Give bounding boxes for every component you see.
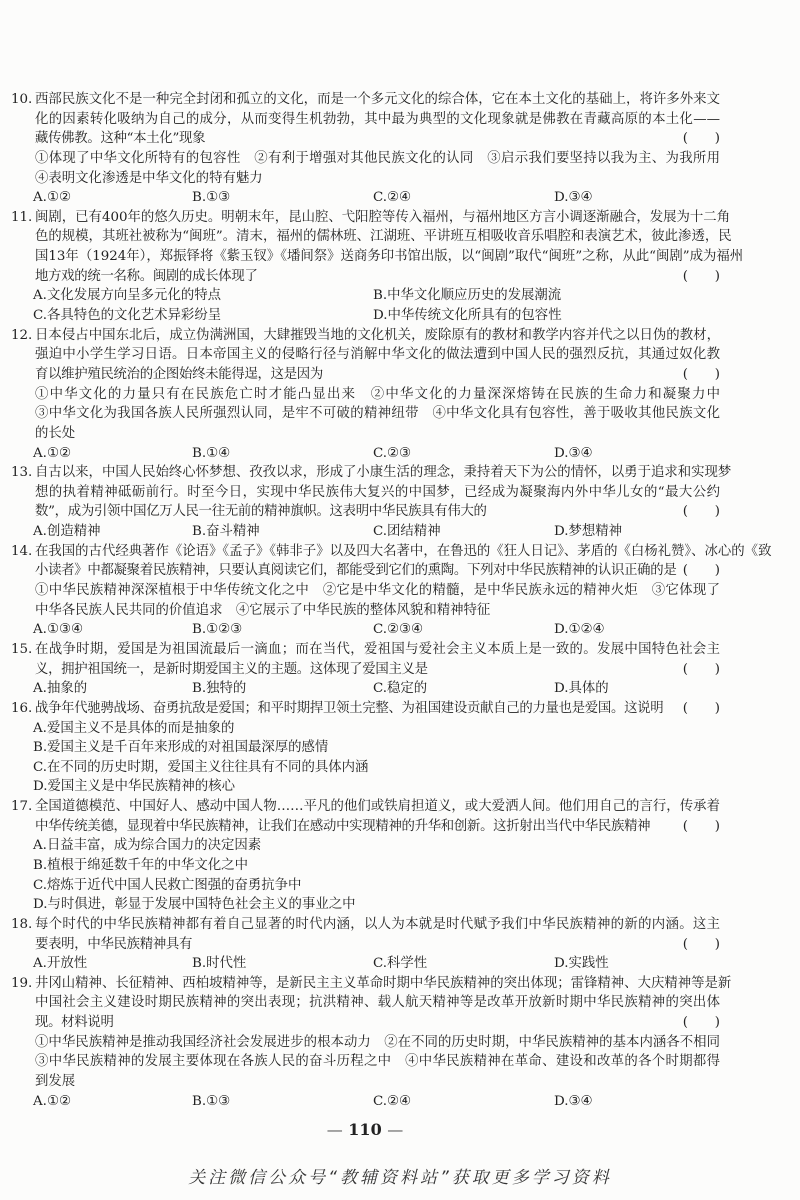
option-letter: B. [33, 740, 48, 756]
option-d [554, 1092, 593, 1112]
option-a [33, 188, 71, 208]
stem-text: 在我国的古代经典著作《论语》《孟子》《韩非子》以及四大名著中，在鲁迅的《狂人日记》、茅盾的《白杨礼赞》、冰心的《致 [35, 543, 772, 559]
question-number: 13. [11, 465, 33, 481]
stem-line [0, 267, 720, 287]
option-letter: A. [33, 838, 47, 854]
statement-text: 到发展 [35, 1074, 76, 1090]
option-letter: A. [33, 288, 47, 304]
option-text: ②③ [387, 445, 412, 461]
answer-blank: ( ) [682, 504, 720, 520]
question-10 [0, 90, 800, 208]
footer-slogan: 关注微信公众号“教辅资料站”获取更多学习资料 [188, 1168, 612, 1188]
answer-blank: ( ) [682, 818, 720, 834]
option-line [0, 522, 720, 542]
option-a [33, 719, 234, 739]
option-d [554, 444, 593, 464]
stem-line [0, 345, 720, 365]
statement-line [0, 1033, 720, 1053]
option-b [192, 1092, 230, 1112]
option-b [33, 856, 248, 876]
stem-text: 育以维护殖民统治的企图始终未能得逞，这是因为 [35, 366, 323, 382]
option-line [0, 758, 720, 778]
option-line [0, 895, 720, 915]
option-b [192, 620, 242, 640]
option-letter: D. [554, 524, 569, 540]
option-letter: A. [33, 524, 47, 540]
statement-line [0, 581, 720, 601]
option-b [192, 679, 246, 699]
option-letter: D. [33, 779, 48, 795]
option-text: 爱国主义是中华民族精神的核心 [47, 779, 235, 795]
stem-line [0, 502, 720, 522]
stem-text: 想的执着精神砥砺前行。时至今日，实现中华民族伟大复兴的中国梦，已经成为凝聚海内外中华儿女的“最大公约 [35, 484, 720, 500]
option-line [0, 836, 720, 856]
stem-text: 化的因素转化吸纳为自己的成分，从而变得生机勃勃，其中最为典型的文化现象就是佛教在青藏高原的本土化—— [35, 111, 720, 127]
option-text: 奋斗精神 [206, 524, 260, 540]
option-line [0, 188, 720, 208]
option-letter: B. [192, 190, 207, 206]
option-d [33, 895, 356, 915]
stem-line [0, 463, 732, 483]
option-text: 独特的 [206, 681, 247, 697]
option-text: ①③④ [46, 622, 83, 638]
option-c [373, 1092, 411, 1112]
option-line [0, 444, 720, 464]
stem-text: 数”，成为引领中国亿万人民一往无前的精神旗帜。这表明中华民族具有伟大的 [35, 504, 487, 520]
option-c [373, 954, 427, 974]
statement-line [0, 404, 720, 424]
stem-line [0, 640, 720, 660]
option-letter: D. [554, 956, 569, 972]
option-line [0, 679, 720, 699]
question-number: 14. [11, 543, 33, 559]
stem-line [0, 129, 720, 149]
statement-text: ③中华民族精神的发展主要体现在各族人民的奋斗历程之中 ④中华民族精神在革命、建设和改革的各个时期都得 [35, 1054, 720, 1070]
stem-line [0, 90, 720, 110]
option-c [33, 876, 301, 896]
option-b [192, 444, 230, 464]
stem-text: 现。材料说明 [35, 1015, 114, 1031]
dash-right: — [387, 1120, 404, 1139]
option-text: 中华文化顺应历史的发展潮流 [387, 288, 562, 304]
option-a [33, 444, 71, 464]
stem-line [0, 797, 720, 817]
answer-blank: ( ) [682, 1015, 720, 1031]
option-line [0, 738, 720, 758]
option-text: 实践性 [568, 956, 609, 972]
option-text: ②③④ [387, 622, 424, 638]
statement-line [0, 169, 720, 189]
option-text: 文化发展方向呈多元化的特点 [46, 288, 222, 304]
option-letter: C. [373, 622, 388, 638]
stem-text: 战争年代驰骋战场、奋勇抗敌是爱国；和平时期捍卫领土完整、为祖国建设贡献自己的力量也是爱国。这说明 [35, 700, 664, 716]
option-line [0, 954, 720, 974]
option-text: ①③ [206, 1093, 231, 1109]
option-text: 爱国主义是千百年来形成的对祖国最深厚的感情 [47, 740, 329, 756]
option-letter: B. [373, 288, 388, 304]
option-letter: C. [33, 308, 48, 324]
statement-text: ①体现了中华文化所特有的包容性 ②有利于增强对其他民族文化的认同 ③启示我们要坚持以我为主、为我所用 [35, 150, 720, 166]
question-15 [0, 640, 800, 699]
option-letter: B. [192, 445, 207, 461]
option-a [33, 679, 87, 699]
option-letter: A. [33, 956, 47, 972]
stem-line [0, 326, 720, 346]
stem-text: 强迫中小学生学习日语。日本帝国主义的侵略行径与消解中华文化的做法遭到中国人民的强烈反抗，其通过奴化教 [35, 347, 720, 363]
option-letter: C. [373, 1093, 388, 1109]
option-text: 开放性 [46, 956, 88, 972]
stem-line [0, 110, 720, 130]
option-text: ①② [46, 1093, 71, 1109]
option-letter: A. [33, 1093, 47, 1109]
option-text: ①④ [206, 445, 231, 461]
page-number [0, 1120, 730, 1139]
option-a [33, 620, 83, 640]
stem-line [0, 208, 731, 228]
option-letter: D. [373, 308, 388, 324]
stem-line [0, 247, 744, 267]
option-b [192, 522, 260, 542]
option-text: ①②③ [206, 622, 243, 638]
stem-line [0, 935, 720, 955]
option-line [0, 777, 720, 797]
option-line [0, 620, 720, 640]
option-line [0, 286, 720, 306]
option-text: 抽象的 [46, 681, 88, 697]
statement-line [0, 1052, 720, 1072]
stem-text: 义，拥护祖国统一，是新时期爱国主义的主题。这体现了爱国主义是 [35, 661, 428, 677]
question-list [0, 90, 800, 1111]
option-text: 植根于绵延数千年的中华文化之中 [47, 857, 248, 873]
stem-text: 在战争时期，爱国是为祖国流最后一滴血；而在当代，爱祖国与爱社会主义本质上是一致的。发展中国特色社会主 [35, 641, 720, 657]
question-16 [0, 699, 800, 797]
question-12 [0, 326, 800, 463]
stem-line [0, 817, 720, 837]
option-text: 中华传统文化所具有的包容性 [387, 308, 562, 324]
option-text: 具体的 [568, 681, 609, 697]
option-c [33, 758, 368, 778]
stem-text: 地方戏的统一名称。闽剧的成长体现了 [35, 268, 258, 284]
stem-text: 要表明，中华民族精神具有 [35, 936, 193, 952]
statement-line [0, 149, 720, 169]
answer-blank: ( ) [682, 366, 720, 382]
question-13 [0, 463, 800, 542]
stem-text: 西部民族文化不是一种完全封闭和孤立的文化，而是一个多元文化的综合体，它在本土文化的基础上，将许多外来文 [35, 92, 720, 107]
option-a [33, 286, 221, 306]
option-text: ③④ [568, 190, 593, 206]
option-letter: B. [192, 524, 207, 540]
option-text: 团结精神 [387, 524, 441, 540]
option-b [33, 738, 328, 758]
option-letter: C. [373, 524, 388, 540]
option-letter: B. [192, 622, 207, 638]
stem-line [0, 561, 720, 581]
answer-blank: ( ) [682, 268, 720, 284]
option-line [0, 719, 720, 739]
stem-text: 日本侵占中国东北后，成立伪满洲国，大肆摧毁当地的文化机关，废除原有的教材和教学内容并代之以日伪的教材， [35, 327, 720, 343]
option-line [0, 1092, 720, 1112]
dash-left: — [326, 1120, 343, 1139]
option-text: ①③ [206, 190, 231, 206]
option-letter: A. [33, 622, 47, 638]
option-text: ①② [46, 190, 71, 206]
statement-text: ④表明文化渗透是中华文化的特有魅力 [35, 170, 263, 186]
question-number: 19. [11, 975, 33, 991]
option-text: 爱国主义不是具体的而是抽象的 [46, 720, 235, 736]
stem-text: 每个时代的中华民族精神都有着自己显著的时代内涵，以人为本就是时代赋予我们中华民族精神的新的内涵。这主 [35, 916, 720, 932]
option-a [33, 522, 101, 542]
statement-text: ①中华民族精神深深植根于中华传统文化之中 ②它是中华文化的精髓，是中华民族永远的精神火炬 ③它体现了 [35, 583, 720, 599]
option-letter: B. [192, 956, 207, 972]
stem-text: 藏传佛教。这种“本土化”现象 [35, 131, 206, 147]
option-line [0, 306, 720, 326]
option-b [192, 954, 246, 974]
question-18 [0, 915, 800, 974]
option-letter: C. [33, 877, 48, 893]
option-text: 创造精神 [46, 524, 101, 540]
question-17 [0, 797, 800, 915]
stem-line [0, 483, 720, 503]
option-text: 熔炼于近代中国人民救亡图强的奋勇抗争中 [47, 877, 302, 893]
option-a [33, 954, 87, 974]
option-text: 梦想精神 [568, 524, 623, 540]
question-number: 16. [11, 700, 33, 716]
option-c [373, 444, 411, 464]
option-text: 时代性 [206, 956, 247, 972]
stem-line [0, 915, 720, 935]
option-text: 在不同的历史时期，爱国主义往往具有不同的具体内涵 [47, 759, 369, 775]
option-text: 与时俱进，彰显于发展中国特色社会主义的事业之中 [47, 897, 356, 913]
question-14 [0, 542, 800, 640]
option-letter: C. [373, 445, 388, 461]
stem-text: 全国道德模范、中国好人、感动中国人物……平凡的他们或铁肩担道义，或大爱洒人间。他们用自己的言行，传承着 [35, 799, 720, 815]
stem-line [0, 993, 720, 1013]
option-letter: B. [192, 681, 207, 697]
option-c [33, 306, 221, 326]
option-d [33, 777, 235, 797]
option-line [0, 856, 720, 876]
question-number: 18. [11, 916, 33, 932]
option-a [33, 836, 261, 856]
option-c [373, 679, 427, 699]
option-line [0, 876, 720, 896]
option-letter: D. [554, 190, 569, 206]
statement-line [0, 1072, 720, 1092]
option-a [33, 1092, 71, 1112]
question-number: 17. [11, 799, 33, 815]
option-d [554, 522, 622, 542]
stem-text: 色的规模，其班社被称为“闽班”。清末，福州的儒林班、江湖班、平讲班互相吸收音乐唱腔和表演艺术，彼此渗透，民 [35, 229, 732, 245]
question-11 [0, 208, 800, 326]
option-text: ①②④ [568, 622, 605, 638]
option-letter: B. [33, 857, 48, 873]
question-19 [0, 974, 800, 1111]
question-number: 15. [11, 641, 33, 657]
stem-text: 自古以来，中国人民始终心怀梦想、孜孜以求，形成了小康生活的理念，秉持着天下为公的情怀，以勇于追求和实现梦 [35, 465, 732, 481]
option-letter: A. [33, 445, 47, 461]
option-d [554, 620, 605, 640]
option-letter: D. [33, 897, 48, 913]
option-letter: C. [373, 956, 388, 972]
statement-line [0, 385, 720, 405]
option-letter: D. [554, 1093, 569, 1109]
option-text: ②④ [387, 190, 412, 206]
option-letter: C. [373, 190, 388, 206]
question-number: 10. [11, 92, 33, 107]
statement-text: 的长处 [35, 425, 76, 441]
option-d [373, 306, 562, 326]
statement-text: ①中华文化的力量只有在民族危亡时才能凸显出来 ②中华文化的力量深深熔铸在民族的生命力和凝聚力中 [35, 386, 720, 402]
option-text: ②④ [387, 1093, 412, 1109]
stem-text: 国13年（1924年），郑振铎将《紫玉钗》《墦间祭》送商务印书馆出版，以“闽剧”取代“闽班”之称，从此“闽剧”成为福州 [35, 249, 744, 265]
option-text: ③④ [568, 445, 593, 461]
option-d [554, 954, 609, 974]
stem-text: 小读者》中都凝聚着民族精神，只要认真阅读它们，都能受到它们的熏陶。下列对中华民族精神的认识正确的是 [35, 563, 677, 579]
option-letter: C. [33, 759, 48, 775]
option-text: 日益丰富，成为综合国力的决定因素 [46, 838, 262, 854]
option-d [554, 679, 609, 699]
stem-line [0, 660, 720, 680]
option-letter: B. [192, 1093, 207, 1109]
statement-line [0, 601, 720, 621]
statement-text: ①中华民族精神是推动我国经济社会发展进步的根本动力 ②在不同的历史时期，中华民族精神的基本内涵各不相同 [35, 1034, 720, 1050]
stem-text: 中华传统美德，显现着中华民族精神，让我们在感动中实现精神的升华和创新。这折射出当代中华民族精神 [35, 818, 651, 834]
stem-line [0, 542, 772, 562]
option-text: 各具特色的文化艺术异彩纷呈 [47, 308, 222, 324]
question-number: 11. [11, 209, 33, 225]
option-letter: A. [33, 681, 47, 697]
question-number: 12. [11, 327, 33, 343]
stem-line [0, 699, 720, 719]
option-b [192, 188, 230, 208]
option-text: ①② [46, 445, 71, 461]
option-letter: A. [33, 190, 47, 206]
stem-line [0, 974, 732, 994]
option-letter: C. [373, 681, 388, 697]
option-c [373, 188, 411, 208]
option-b [373, 286, 561, 306]
option-letter: D. [554, 681, 569, 697]
option-text: 稳定的 [387, 681, 428, 697]
option-letter: A. [33, 720, 47, 736]
option-letter: D. [554, 622, 569, 638]
answer-blank: ( ) [682, 563, 720, 579]
option-text: 科学性 [387, 956, 428, 972]
answer-blank: ( ) [682, 661, 720, 677]
page-number-value: 110 [348, 1120, 382, 1139]
answer-blank: ( ) [682, 700, 720, 716]
option-c [373, 522, 441, 542]
stem-text: 井冈山精神、长征精神、西柏坡精神等，是新民主主义革命时期中华民族精神的突出体现；雷锋精神、大庆精神等是新 [35, 975, 732, 991]
option-text: ③④ [568, 1093, 593, 1109]
stem-line [0, 1013, 720, 1033]
answer-blank: ( ) [682, 131, 720, 147]
answer-blank: ( ) [682, 936, 720, 952]
stem-text: 闽剧，已有400年的悠久历史。明朝末年，昆山腔、弋阳腔等传入福州，与福州地区方言小调逐渐融合，发展为十二角 [35, 209, 731, 225]
option-letter: D. [554, 445, 569, 461]
statement-text: 中华各民族人民共同的价值追求 ④它展示了中华民族的整体风貌和精神特征 [35, 602, 491, 618]
statement-text: ③中华文化为我国各族人民所强烈认同，是牢不可破的精神纽带 ④中华文化具有包容性，善于吸收其他民族文化 [35, 406, 720, 422]
option-d [554, 188, 593, 208]
stem-line [0, 365, 720, 385]
stem-line [0, 227, 732, 247]
option-c [373, 620, 423, 640]
statement-line [0, 424, 720, 444]
stem-text: 中国社会主义建设时期民族精神的突出表现；抗洪精神、载人航天精神等是改革开放新时期中华民族精神的突出体 [35, 995, 720, 1011]
